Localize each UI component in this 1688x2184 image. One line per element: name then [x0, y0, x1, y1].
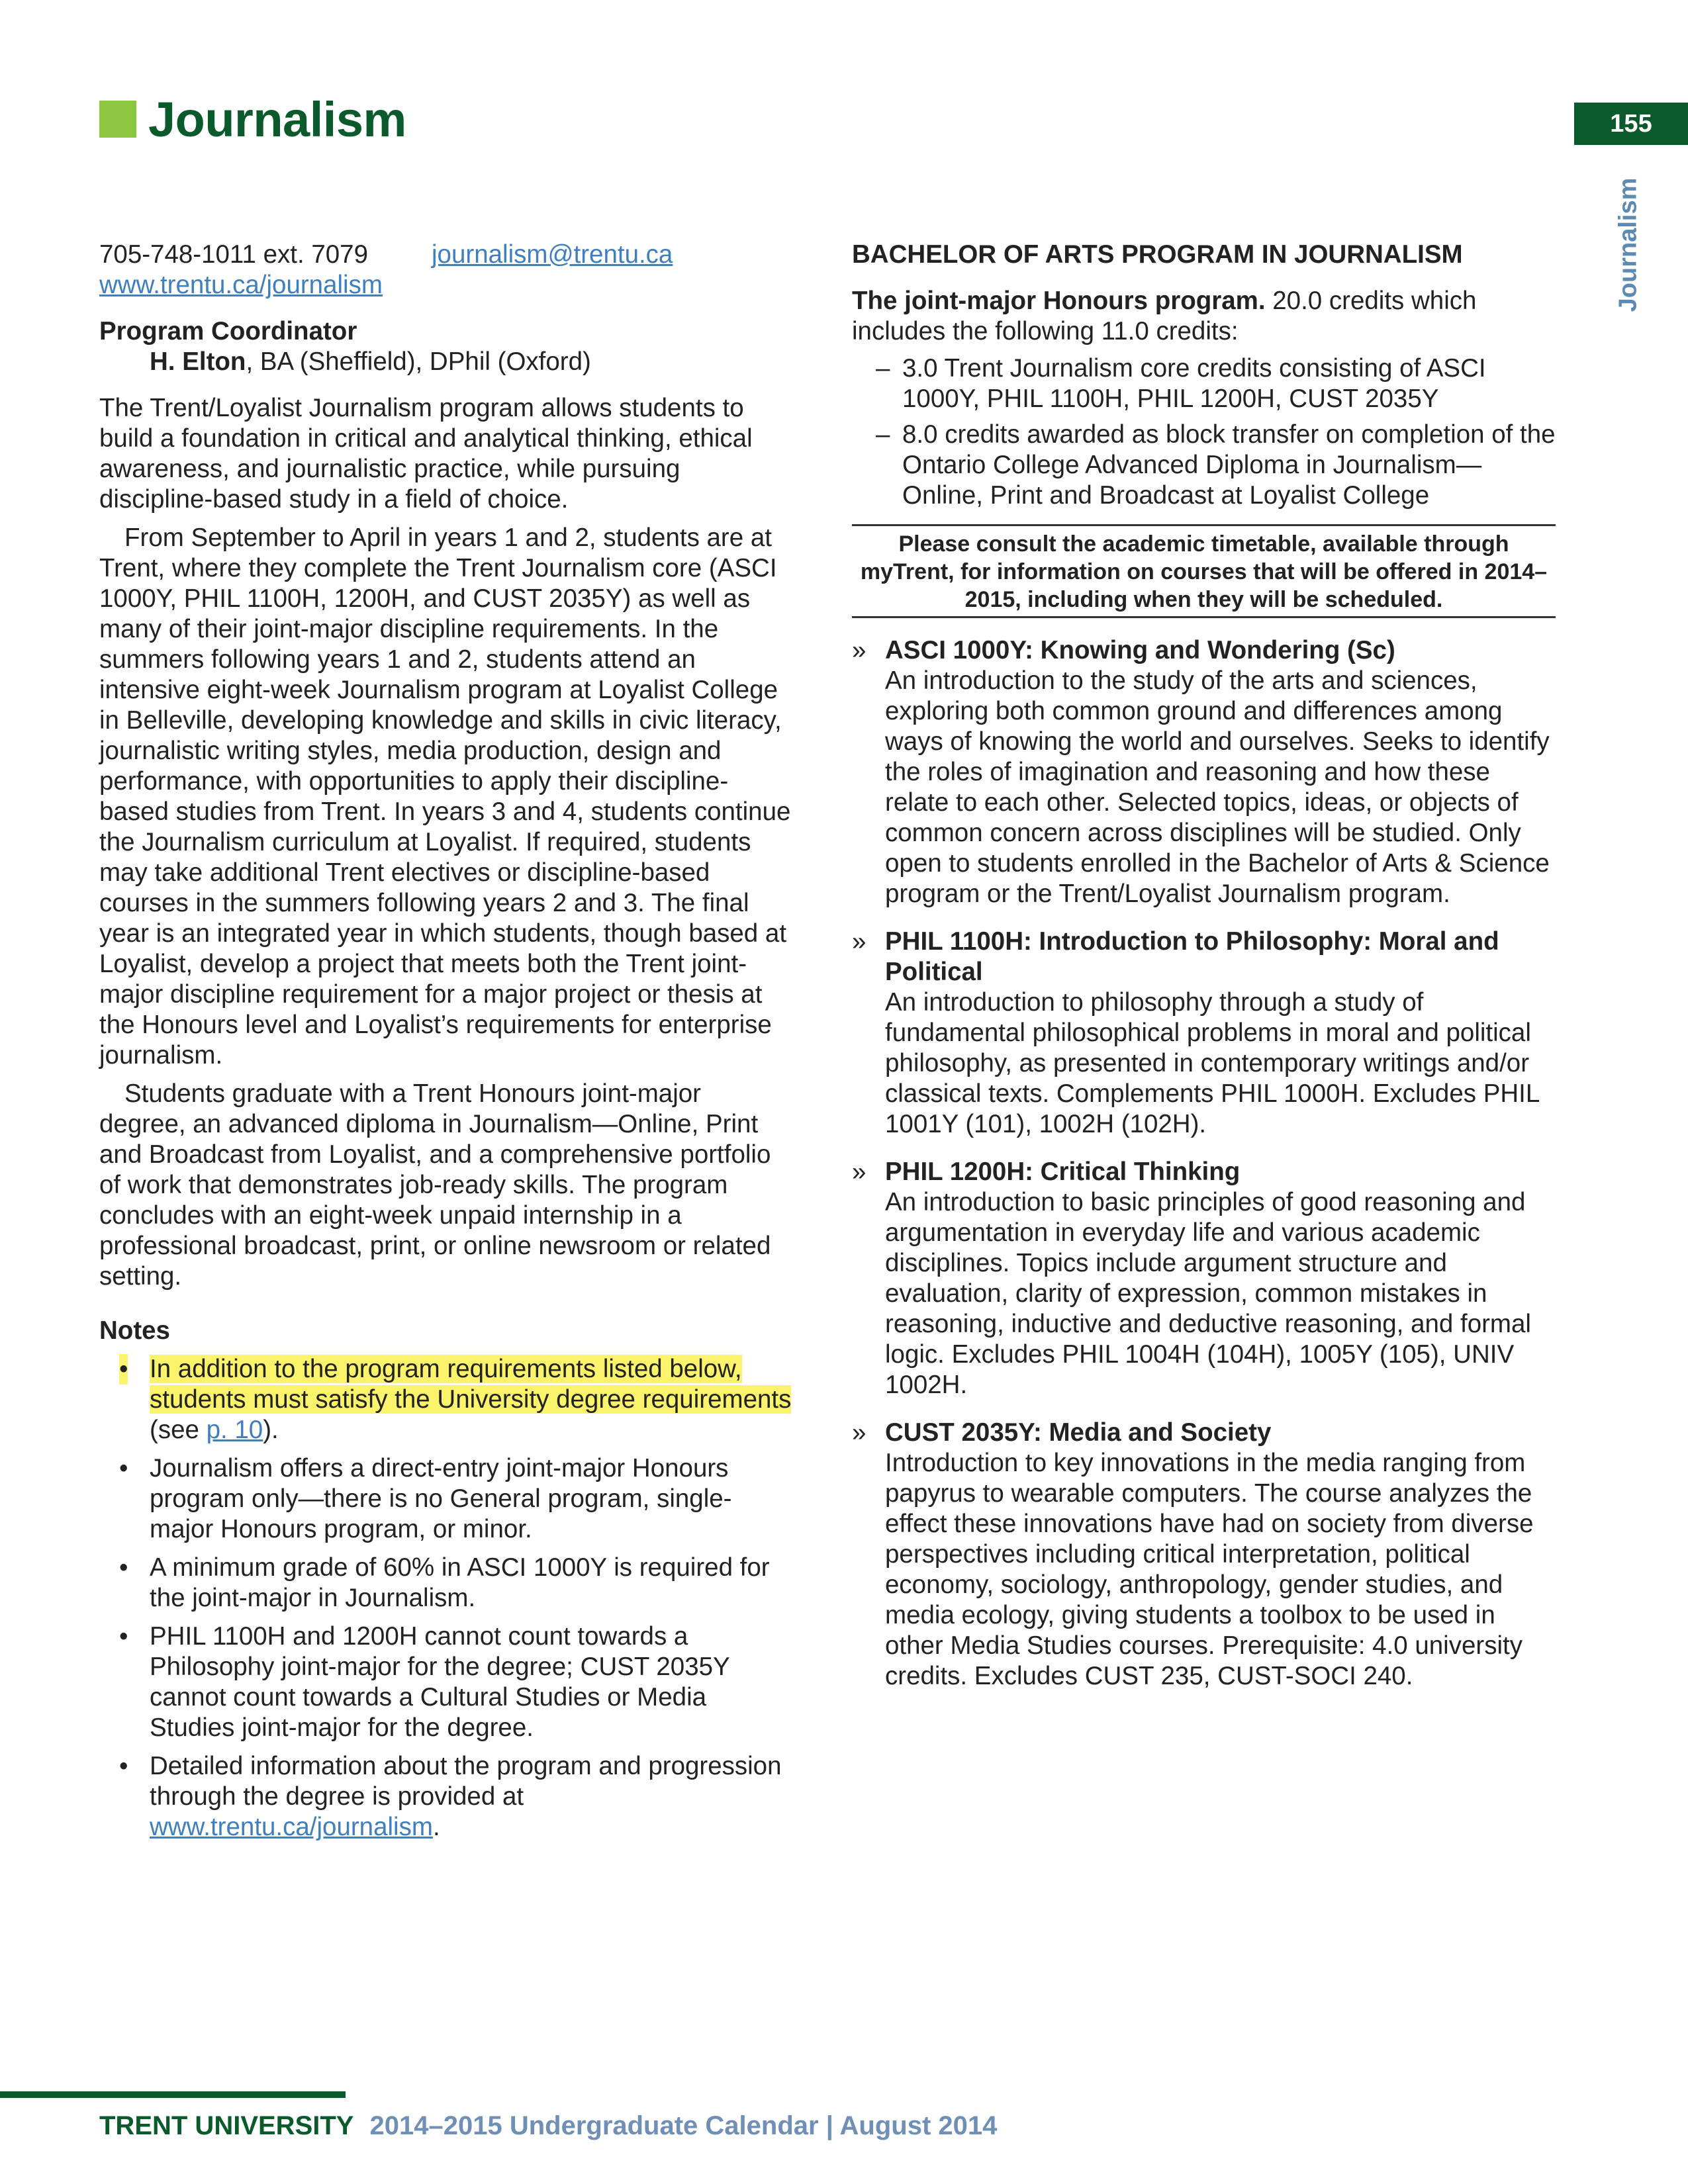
note-end-text: . — [432, 1813, 440, 1841]
bullet-icon: • — [119, 1553, 128, 1582]
footer-university: TRENT UNIVERSITY — [99, 2111, 354, 2140]
course-marker-icon: » — [852, 1418, 867, 1447]
course-entry — [852, 927, 1556, 1140]
page-title: Journalism — [148, 91, 406, 147]
coordinator-heading: Program Coordinator — [99, 317, 357, 345]
coordinator-name: H. Elton — [150, 347, 246, 376]
credit-text: 3.0 Trent Journalism core credits consisting of ASCI 1000Y, PHIL 1100H, PHIL 1200H, CUST 2035Y — [902, 354, 1486, 413]
journalism-website-link[interactable]: www.trentu.ca/journalism — [150, 1813, 433, 1841]
course-title: PHIL 1200H: Critical Thinking — [885, 1158, 1241, 1186]
note-text: Detailed information about the program and progression through the degree is provided at — [150, 1752, 782, 1811]
program-lead-bold: The joint-major Honours program. — [852, 287, 1266, 315]
dash-mark: – — [876, 420, 890, 449]
note-item — [99, 1751, 794, 1843]
coordinator-credentials: , BA (Sheffield), DPhil (Oxford) — [246, 347, 591, 376]
note-text: Journalism offers a direct-entry joint-major Honours program only—there is no General program, single-major Honours program, or minor. — [150, 1454, 732, 1543]
course-marker-icon: » — [852, 927, 867, 956]
bullet-icon: • — [119, 1454, 128, 1482]
bullet-icon: • — [119, 1355, 128, 1383]
page-10-link[interactable]: p. 10 — [206, 1416, 263, 1444]
email-link[interactable]: journalism@trentu.ca — [432, 240, 673, 269]
intro-paragraph-3: Students graduate with a Trent Honours joint-major degree, an advanced diploma in Journalism—Online, Print and Broadcast from Loyalist, and a comprehensive portfolio of work that demonstrates job-ready skills. The program concludes with an eight-week unpaid internship in a professional broadcast, print, or online newsroom or related setting. — [99, 1079, 771, 1291]
left-column — [99, 240, 794, 1850]
notes-heading: Notes — [99, 1316, 170, 1345]
bullet-icon: • — [119, 1752, 128, 1780]
page-footer — [99, 2111, 997, 2141]
timetable-notice: Please consult the academic timetable, available through myTrent, for information on courses that will be offered in 2014–2015, including when they will be scheduled. — [852, 524, 1556, 618]
website-link[interactable]: www.trentu.ca/journalism — [99, 271, 383, 299]
bullet-icon: • — [119, 1622, 128, 1651]
note-text: A minimum grade of 60% in ASCI 1000Y is required for the joint-major in Journalism. — [150, 1553, 770, 1612]
intro-paragraph-1: The Trent/Loyalist Journalism program allows students to build a foundation in critical and analytical thinking, ethical awareness, and journalistic practice, while pursuing discipline-based study in a field of choice. — [99, 394, 753, 514]
course-marker-icon: » — [852, 636, 867, 664]
program-heading: BACHELOR OF ARTS PROGRAM IN JOURNALISM — [852, 240, 1463, 269]
credit-item — [852, 353, 1556, 414]
course-description: Introduction to key innovations in the media ranging from papyrus to wearable computers. The course analyzes the effect these innovations have had on society from diverse perspectives including critical interpretation, political economy, sociology, anthropology, gender studies, and media ecology, giving students a toolbox to be used in other Media Studies courses. Prerequisite: 4.0 university credits. Excludes CUST 235, CUST-SOCI 240. — [885, 1449, 1534, 1690]
course-description: An introduction to philosophy through a study of fundamental philosophical problems in moral and political philosophy, as presented in contemporary writings and/or classical texts. Complements PHIL 1000H. Excludes PHIL 1001Y (101), 1002H (102H). — [885, 988, 1539, 1138]
course-marker-icon: » — [852, 1158, 867, 1186]
intro-paragraph-2: From September to April in years 1 and 2, students are at Trent, where they complete the Trent Journalism core (ASCI 1000Y, PHIL 1100H, 1200H, and CUST 2035Y) as well as many of their joint-major discipline requirements. In the summers following years 1 and 2, students attend an intensive eight-week Journalism program at Loyalist College in Belleville, developing knowledge and skills in civic literacy, journalistic writing styles, media production, design and performance, with opportunities to apply their discipline-based studies from Trent. In years 3 and 4, students continue the Journalism curriculum at Loyalist. If required, students may take additional Trent electives or discipline-based courses in the summers following years 2 and 3. The final year is an integrated year in which students, though based at Loyalist, develop a project that meets both the Trent joint-major discipline requirement for a major project or thesis at the Honours level and Loyalist’s requirements for enterprise journalism. — [99, 523, 791, 1069]
course-entry — [852, 1157, 1556, 1400]
page-header — [99, 93, 406, 146]
credits-list — [852, 353, 1556, 511]
note-end-text: ). — [263, 1416, 279, 1444]
course-title: CUST 2035Y: Media and Society — [885, 1418, 1272, 1447]
program-lead — [852, 286, 1556, 347]
title-square-icon — [99, 101, 136, 138]
side-section-label — [1615, 172, 1642, 318]
coordinator-line — [99, 347, 794, 377]
note-item — [99, 1621, 794, 1743]
course-title: ASCI 1000Y: Knowing and Wondering (Sc) — [885, 636, 1395, 664]
footer-rule — [0, 2091, 346, 2098]
page-number: 155 — [1574, 103, 1688, 145]
right-column — [852, 240, 1556, 1692]
phone-number: 705-748-1011 ext. 7079 — [99, 240, 368, 269]
side-label-text: Journalism — [1614, 177, 1642, 312]
program-lead-text: 20.0 credits which includes the following 11.0 credits: — [852, 287, 1477, 345]
course-description: An introduction to basic principles of good reasoning and argumentation in everyday life and various academic disciplines. Topics include argument structure and evaluation, clarity of expression, common mistakes in reasoning, inductive and deductive reasoning, and formal logic. Excludes PHIL 1004H (104H), 1005Y (105), UNIV 1002H. — [885, 1188, 1531, 1399]
course-entry — [852, 1418, 1556, 1692]
course-description: An introduction to the study of the arts and sciences, exploring both common ground and differences among ways of knowing the world and ourselves. Seeks to identify the roles of imagination and reasoning and how these relate to each other. Selected topics, ideas, or objects of common concern across disciplines will be studied. Only open to students enrolled in the Bachelor of Arts & Science program or the Trent/Loyalist Journalism program. — [885, 666, 1550, 908]
note-see-text: (see — [150, 1416, 207, 1444]
credit-item — [852, 420, 1556, 511]
note-item — [99, 1553, 794, 1614]
highlighted-note: In addition to the program requirements listed below, students must satisfy the University degree requirements — [150, 1355, 792, 1414]
note-item — [99, 1354, 794, 1445]
note-text: PHIL 1100H and 1200H cannot count towards a Philosophy joint-major for the degree; CUST 2035Y cannot count towards a Cultural Studies or Media Studies joint-major for the degree. — [150, 1622, 730, 1742]
contact-line — [99, 240, 794, 270]
course-title: PHIL 1100H: Introduction to Philosophy: Moral and Political — [885, 927, 1499, 986]
dash-mark: – — [876, 354, 890, 383]
notes-list — [99, 1354, 794, 1843]
footer-calendar: 2014–2015 Undergraduate Calendar | August 2014 — [369, 2111, 998, 2140]
course-entry — [852, 635, 1556, 909]
credit-text: 8.0 credits awarded as block transfer on completion of the Ontario College Advanced Diploma in Journalism—Online, Print and Broadcast at Loyalist College — [902, 420, 1556, 510]
note-item — [99, 1453, 794, 1545]
